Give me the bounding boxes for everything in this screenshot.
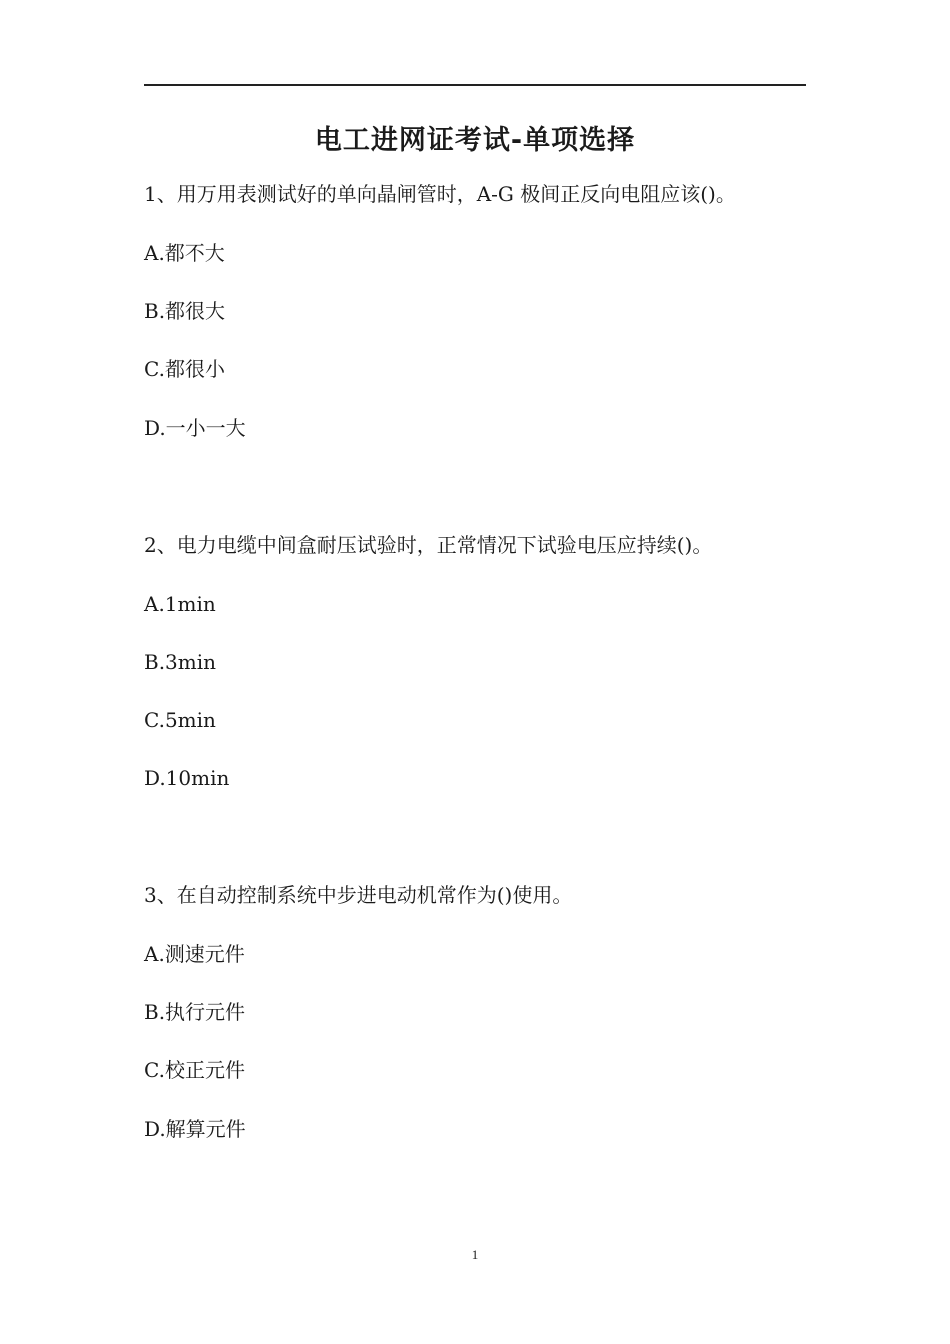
answer-option: D.解算元件 bbox=[144, 1117, 246, 1141]
answer-option: D.10min bbox=[144, 766, 230, 790]
answer-option: C.校正元件 bbox=[144, 1058, 245, 1082]
question-stem: 2、电力电缆中间盒耐压试验时，正常情况下试验电压应持续()。 bbox=[144, 533, 713, 557]
answer-option: A.测速元件 bbox=[144, 942, 245, 966]
document-title: 电工进网证考试-单项选择 bbox=[314, 125, 636, 156]
answer-option: B.3min bbox=[144, 650, 217, 674]
question-stem: 1、用万用表测试好的单向晶闸管时，A-G 极间正反向电阻应该()。 bbox=[144, 182, 736, 206]
answer-option: C.5min bbox=[144, 708, 216, 732]
answer-option: B.都很大 bbox=[144, 299, 226, 323]
answer-option: B.执行元件 bbox=[144, 1000, 246, 1024]
answer-option: A.1min bbox=[144, 592, 216, 616]
answer-option: C.都很小 bbox=[144, 357, 225, 381]
header-rule bbox=[144, 84, 806, 86]
answer-option: A.都不大 bbox=[144, 241, 225, 265]
page-number: 1 bbox=[471, 1247, 479, 1262]
answer-option: D.一小一大 bbox=[144, 416, 246, 440]
question-stem: 3、在自动控制系统中步进电动机常作为()使用。 bbox=[144, 883, 573, 907]
